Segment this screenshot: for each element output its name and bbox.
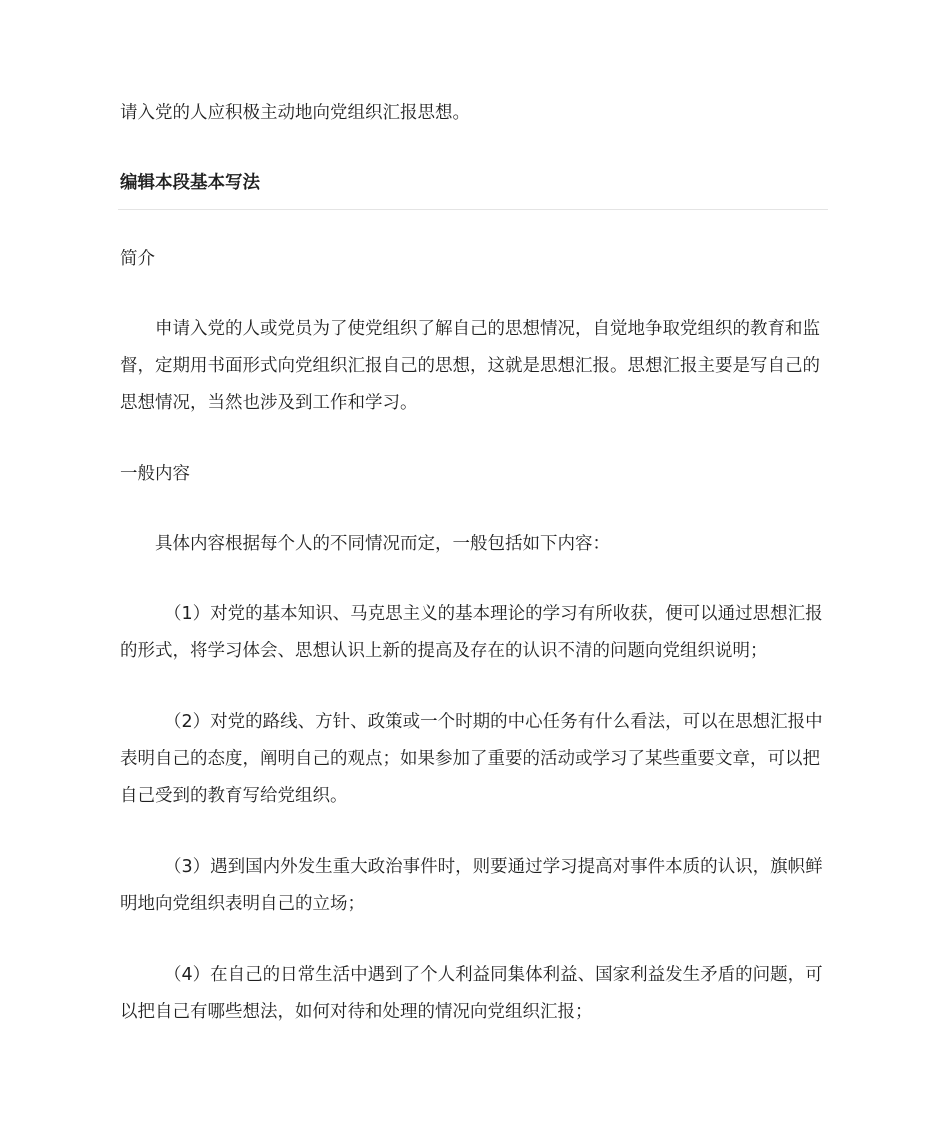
list-item-2: （2）对党的路线、方针、政策或一个时期的中心任务有什么看法，可以在思想汇报中表明自己的态度，阐明自己的观点；如果参加了重要的活动或学习了某些重要文章，可以把自己受到的教育写给党组织。 [120, 712, 823, 806]
list-item-4: （4）在自己的日常生活中遇到了个人利益同集体利益、国家利益发生矛盾的问题，可以把自己有哪些想法，如何对待和处理的情况向党组织汇报； [120, 965, 823, 1022]
section-heading: 编辑本段基本写法 [120, 173, 260, 193]
content-paragraph: 具体内容根据每个人的不同情况而定，一般包括如下内容： [155, 534, 610, 554]
content-title: 一般内容 [120, 464, 190, 484]
list-item-3: （3）遇到国内外发生重大政治事件时，则要通过学习提高对事件本质的认识，旗帜鲜明地向党组织表明自己的立场； [120, 857, 823, 914]
section-divider [118, 209, 828, 210]
intro-paragraph: 申请入党的人或党员为了使党组织了解自己的思想情况，自觉地争取党组织的教育和监督，定期用书面形式向党组织汇报自己的思想，这就是思想汇报。思想汇报主要是写自己的思想情况，当然也涉及到工作和学习。 [120, 319, 820, 413]
intro-title: 简介 [120, 249, 155, 269]
intro-line: 请入党的人应积极主动地向党组织汇报思想。 [120, 103, 470, 123]
list-item-1: （1）对党的基本知识、马克思主义的基本理论的学习有所收获，便可以通过思想汇报的形式，将学习体会、思想认识上新的提高及存在的认识不清的问题向党组织说明； [120, 604, 823, 661]
